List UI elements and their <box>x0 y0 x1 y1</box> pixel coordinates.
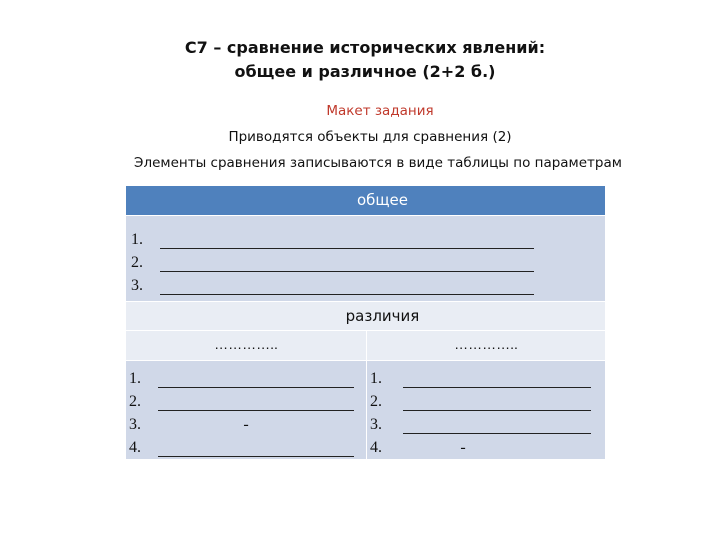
left-row-1 <box>126 365 366 388</box>
right-row-2 <box>367 388 605 411</box>
slide-title <box>0 36 720 84</box>
subtitle-objects: Приводятся объекты для сравнения (2) <box>228 129 512 145</box>
left-row-number: 2. <box>129 393 141 410</box>
differences-columns <box>126 330 605 459</box>
differences-header: различия <box>126 301 605 330</box>
common-list <box>126 215 605 301</box>
common-row-3 <box>128 272 605 295</box>
subtitle-task-layout: Макет задания <box>326 103 434 119</box>
left-row-number: 4. <box>129 439 141 456</box>
blank-line <box>403 396 591 411</box>
right-list <box>367 360 605 459</box>
left-list <box>126 360 366 459</box>
right-row-1 <box>367 365 605 388</box>
left-row-number: 3. <box>129 416 141 433</box>
blank-line <box>158 396 354 411</box>
dash-mark: - <box>460 439 466 456</box>
right-row-number: 3. <box>370 416 382 433</box>
blank-line <box>158 373 354 388</box>
common-row-number: 1. <box>131 231 143 248</box>
right-row-number: 4. <box>370 439 382 456</box>
left-column-head: ………….. <box>126 331 366 360</box>
dash-mark: - <box>243 416 249 433</box>
left-column <box>126 331 367 459</box>
common-row-1 <box>128 226 605 249</box>
right-row-3 <box>367 411 605 434</box>
blank-line <box>403 373 591 388</box>
subtitle-elements: Элементы сравнения записываются в виде таблицы по параметрам <box>134 155 622 171</box>
blank-line <box>160 257 534 272</box>
right-row-number: 2. <box>370 393 382 410</box>
common-header: общее <box>126 186 605 215</box>
common-row-number: 3. <box>131 277 143 294</box>
right-column-head: ………….. <box>367 331 605 360</box>
comparison-table <box>126 186 605 459</box>
left-row-3 <box>126 411 366 434</box>
left-row-4 <box>126 434 366 457</box>
title-line-2: общее и различное (2+2 б.) <box>234 62 496 81</box>
common-row-2 <box>128 249 605 272</box>
blank-line <box>160 234 534 249</box>
left-row-2 <box>126 388 366 411</box>
right-row-number: 1. <box>370 370 382 387</box>
blank-line <box>158 442 354 457</box>
common-row-number: 2. <box>131 254 143 271</box>
right-column <box>367 331 605 459</box>
blank-line <box>403 419 591 434</box>
right-row-4 <box>367 434 605 457</box>
blank-line <box>160 280 534 295</box>
left-row-number: 1. <box>129 370 141 387</box>
title-line-1: С7 – сравнение исторических явлений: <box>184 38 546 57</box>
